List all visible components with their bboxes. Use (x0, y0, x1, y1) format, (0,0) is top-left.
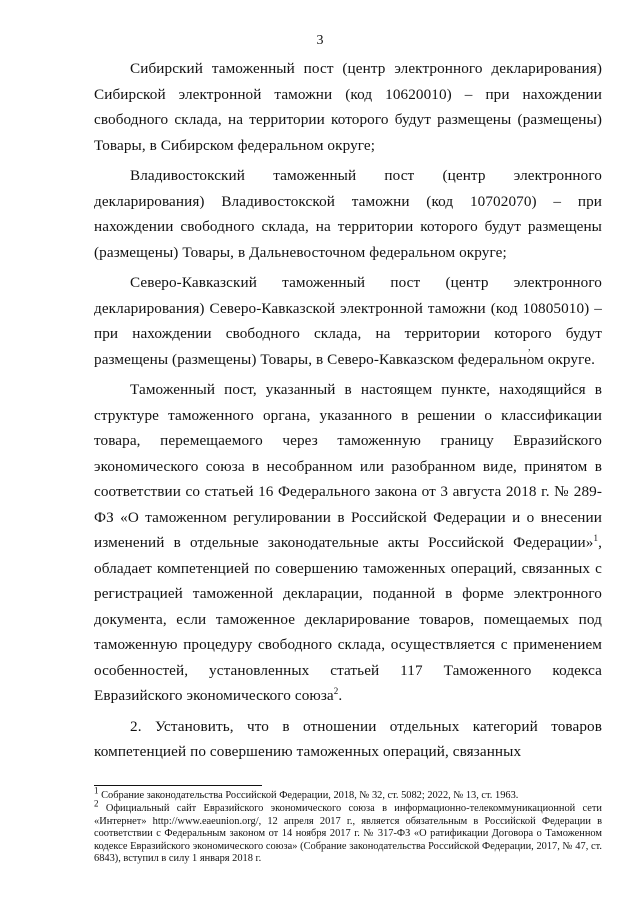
paragraph-item-2: 2. Установить, что в отношении отдельных категорий товаров компетенцией по совершению таможенных операций, связанных (94, 717, 602, 760)
footnote-text: Официальный сайт Евразийского экономического союза в информационно-телекоммуникационной сети «Интернет» http://www.eaeunion.org/, 12 апреля 2017 г., является обязательным в Российской Федерации в соответствии с Федеральным законом от 14 ноября 2017 г. № 317-ФЗ «О ратификации Договора о Таможенном кодексе Евразийского экономического союза» (Собрание законодательства Российской Федерации, 2017, № 47, ст. 6843), вступил в силу 1 января 2018 г. (94, 803, 602, 865)
scan-mark: , (528, 341, 531, 353)
footnote-separator (94, 785, 262, 786)
main-text (94, 56, 602, 765)
footnote-1 (94, 785, 602, 802)
footnote-text: Собрание законодательства Российской Федерации, 2018, № 32, ст. 5082; 2022, № 13, ст. 1963. (101, 790, 519, 801)
paragraph-text: Таможенный пост, указанный в настоящем пункте, находящийся в структуре таможенного органа, указанного в решении о классификации товара, перемещаемого через таможенную границу Евразийского экономического союза в несобранном или разобранном виде, принятом в соответствии со статьей 16 Федерального закона от 3 августа 2018 г. № 289-ФЗ «О таможенном регулировании в Российской Федерации и о внесении изменений в отдельные законодательные акты Российской Федерации» (94, 381, 602, 551)
paragraph-text: . (338, 687, 343, 704)
footnote-ref-1: 1 (593, 532, 599, 543)
paragraph-siberian-post: Сибирский таможенный пост (центр электронного декларирования) Сибирской электронной таможни (код 10620010) – при нахождении свободного склада, на территории которого будут размещены (размещены) Товары, в Сибирском федеральном округе; (94, 60, 602, 154)
footnote-2 (94, 798, 602, 865)
footnotes (94, 785, 602, 865)
footnote-ref-2: 2 (333, 685, 339, 696)
footnote-mark: 2 (94, 798, 99, 809)
page-number: 3 (316, 33, 324, 48)
paragraph-text: , обладает компетенцией по совершению таможенных операций, связанных с регистрацией таможенной декларации, поданной в форме электронного документа, если таможенное декларирование товаров, помещаемых под таможенную процедуру свободного склада, осуществляется с применением особенностей, установленных статьей 117 Таможенного кодекса Евразийского экономического союза (94, 534, 602, 704)
paragraph-north-caucasus-post: Северо-Кавказский таможенный пост (центр электронного декларирования) Северо-Кавказской электронной таможни (код 10805010) – при нахождении свободного склада, на территории которого будут размещены (размещены) Товары, в Северо-Кавказском федеральном округе. (94, 274, 602, 368)
paragraph-customs-post-competence (94, 377, 602, 709)
paragraph-vladivostok-post: Владивостокский таможенный пост (центр электронного декларирования) Владивостокской таможни (код 10702070) – при нахождении свободного склада, на территории которого будут размещены (размещены) Товары, в Дальневосточном федеральном округе; (94, 167, 602, 261)
footnote-mark: 1 (94, 785, 99, 796)
